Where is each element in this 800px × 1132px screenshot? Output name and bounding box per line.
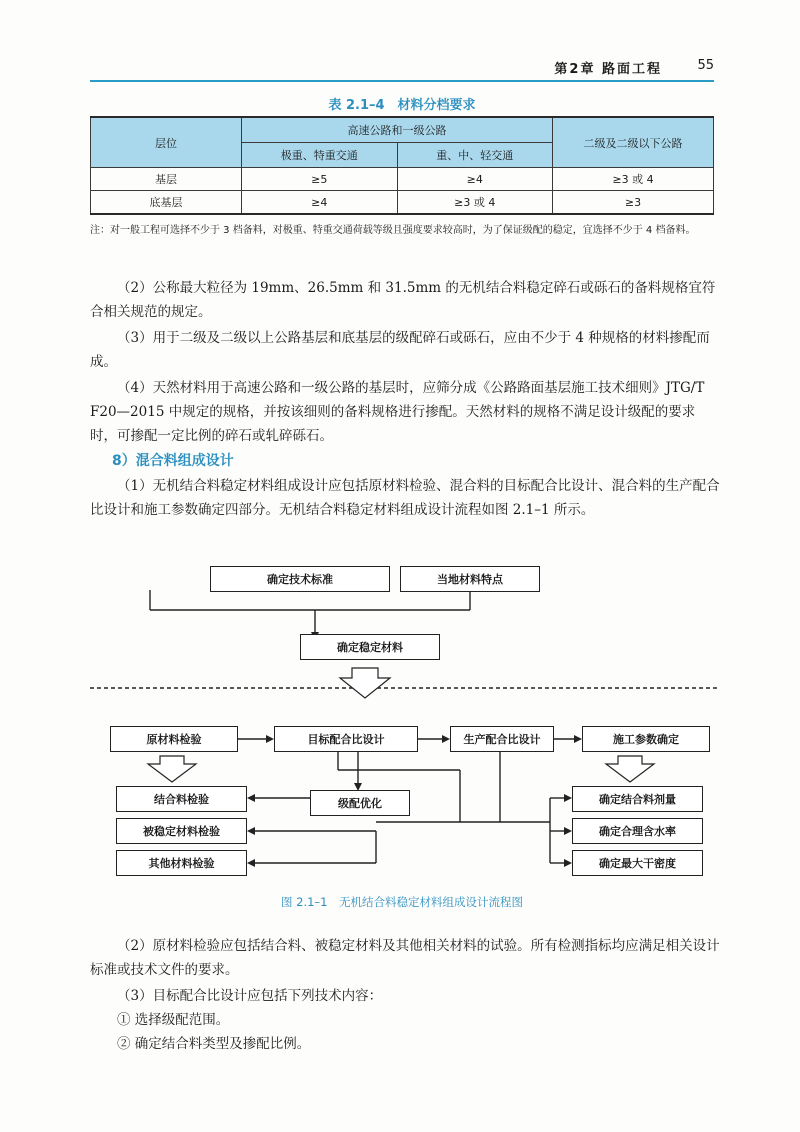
cell-heavy: ≥5 bbox=[242, 168, 398, 191]
box-local-material: 当地材料特点 bbox=[400, 566, 540, 592]
table-row bbox=[91, 168, 714, 191]
box-raw-test: 原材料检验 bbox=[110, 726, 238, 752]
page-header bbox=[90, 58, 714, 80]
paragraph-8-2: （2）原材料检验应包括结合料、被稳定材料及其他相关材料的试验。所有检测指标均应满足相关设计标准或技术文件的要求。 bbox=[90, 938, 720, 978]
cell-medium: ≥3 或 4 bbox=[397, 191, 553, 215]
chapter-title: 第2章 路面工程 bbox=[554, 62, 662, 77]
head-layer: 层位 bbox=[91, 117, 242, 168]
box-binder-dose: 确定结合料剂量 bbox=[572, 786, 703, 812]
box-stabilized-test: 被稳定材料检验 bbox=[116, 818, 247, 844]
head-second-class: 二级及二级以下公路 bbox=[553, 117, 714, 168]
cell-second: ≥3 bbox=[553, 191, 714, 215]
header-rule bbox=[90, 80, 714, 82]
box-stable-material: 确定稳定材料 bbox=[300, 634, 440, 660]
box-grading-optimization: 级配优化 bbox=[310, 790, 410, 816]
paragraph-8-1: （1）无机结合料稳定材料组成设计应包括原材料检验、混合料的目标配合比设计、混合料的生产配合比设计和施工参数确定四部分。无机结合料稳定材料组成设计流程如图 2.1–1 所示。 bbox=[90, 478, 720, 518]
box-max-density: 确定最大干密度 bbox=[572, 850, 703, 876]
box-binder-test: 结合料检验 bbox=[116, 786, 247, 812]
paragraph-4: （4）天然材料用于高速公路和一级公路的基层时，应筛分成《公路路面基层施工技术细则》JTG/T F20—2015 中规定的规格，并按该细则的备料规格进行掺配。天然材料的规格不满足设计级配的要求时，可掺配一定比例的碎石或轧碎砾石。 bbox=[90, 380, 705, 444]
section-title: 8）混合料组成设计 bbox=[112, 453, 234, 469]
flowchart bbox=[90, 560, 720, 880]
table-title: 表 2.1–4 材料分档要求 bbox=[328, 98, 476, 113]
cell-heavy: ≥4 bbox=[242, 191, 398, 215]
box-construction-params: 施工参数确定 bbox=[582, 726, 710, 752]
page-number: 55 bbox=[697, 58, 714, 73]
head-highway: 高速公路和一级公路 bbox=[242, 117, 553, 143]
box-tech-standard: 确定技术标准 bbox=[210, 566, 390, 592]
box-production-mix: 生产配合比设计 bbox=[450, 726, 554, 752]
box-other-test: 其他材料检验 bbox=[116, 850, 247, 876]
cell-second: ≥3 或 4 bbox=[553, 168, 714, 191]
list-item-1: ① 选择级配范围。 bbox=[117, 1012, 230, 1028]
paragraph-3: （3）用于二级及二级以上公路基层和底基层的级配碎石或砾石，应由不少于 4 种规格的材料掺配而成。 bbox=[90, 330, 710, 370]
material-table bbox=[90, 116, 714, 215]
table-note: 注：对一般工程可选择不少于 3 档备料，对极重、特重交通荷载等级且强度要求较高时，为了保证级配的稳定，宜选择不少于 4 档备料。 bbox=[90, 225, 696, 236]
head-heavy-traffic: 极重、特重交通 bbox=[242, 143, 398, 168]
box-target-mix: 目标配合比设计 bbox=[274, 726, 418, 752]
list-item-2: ② 确定结合料类型及掺配比例。 bbox=[117, 1036, 311, 1052]
head-medium-traffic: 重、中、轻交通 bbox=[397, 143, 553, 168]
table-row bbox=[91, 191, 714, 215]
figure-caption: 图 2.1–1 无机结合料稳定材料组成设计流程图 bbox=[280, 895, 523, 909]
box-water-content: 确定合理含水率 bbox=[572, 818, 703, 844]
cell-layer: 底基层 bbox=[91, 191, 242, 215]
cell-medium: ≥4 bbox=[397, 168, 553, 191]
cell-layer: 基层 bbox=[91, 168, 242, 191]
paragraph-8-3: （3）目标配合比设计应包括下列技术内容： bbox=[117, 988, 383, 1004]
paragraph-2: （2）公称最大粒径为 19mm、26.5mm 和 31.5mm 的无机结合料稳定碎石或砾石的备料规格宜符合相关规范的规定。 bbox=[90, 280, 716, 320]
